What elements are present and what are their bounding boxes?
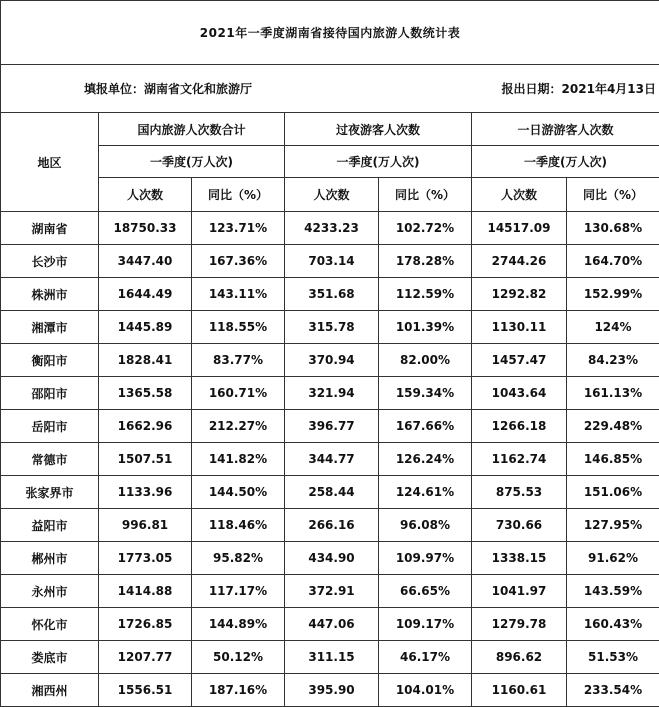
table-row	[1, 509, 659, 542]
table-row	[1, 344, 659, 377]
yoy-percent-cell: 152.99%	[567, 278, 659, 311]
visitor-count-cell: 1292.82	[472, 278, 567, 311]
yoy-percent-cell: 160.71%	[192, 377, 285, 410]
yoy-percent-cell: 178.28%	[379, 245, 472, 278]
region-cell: 怀化市	[1, 608, 99, 641]
yoy-percent-cell: 167.36%	[192, 245, 285, 278]
page-title: 2021年一季度湖南省接待国内旅游人数统计表	[1, 1, 659, 65]
yoy-percent-cell: 112.59%	[379, 278, 472, 311]
visitor-count-cell: 1414.88	[99, 575, 192, 608]
table-row	[1, 410, 659, 443]
visitor-count-cell: 1160.61	[472, 674, 567, 707]
group-header-daytrip: 一日游游客人次数	[472, 113, 659, 146]
visitor-count-cell: 18750.33	[99, 212, 192, 245]
visitor-count-cell: 703.14	[285, 245, 379, 278]
report-date-value: 2021年4月13日	[561, 82, 656, 96]
visitor-count-cell: 3447.40	[99, 245, 192, 278]
visitor-count-cell: 315.78	[285, 311, 379, 344]
reporting-unit	[1, 65, 379, 113]
region-cell: 益阳市	[1, 509, 99, 542]
yoy-percent-cell: 118.55%	[192, 311, 285, 344]
visitor-count-cell: 996.81	[99, 509, 192, 542]
visitor-count-cell: 1507.51	[99, 443, 192, 476]
yoy-percent-cell: 118.46%	[192, 509, 285, 542]
visitor-count-cell: 1043.64	[472, 377, 567, 410]
visitor-count-cell: 1365.58	[99, 377, 192, 410]
col-header-count: 人次数	[285, 178, 379, 212]
visitor-count-cell: 321.94	[285, 377, 379, 410]
table-row	[1, 245, 659, 278]
yoy-percent-cell: 126.24%	[379, 443, 472, 476]
period-header-total: 一季度(万人次)	[99, 146, 285, 178]
yoy-percent-cell: 95.82%	[192, 542, 285, 575]
yoy-percent-cell: 46.17%	[379, 641, 472, 674]
visitor-count-cell: 1828.41	[99, 344, 192, 377]
yoy-percent-cell: 109.17%	[379, 608, 472, 641]
yoy-percent-cell: 51.53%	[567, 641, 659, 674]
report-date-label: 报出日期：	[501, 82, 562, 96]
period-header-overnight: 一季度(万人次)	[285, 146, 472, 178]
yoy-percent-cell: 143.59%	[567, 575, 659, 608]
yoy-percent-cell: 229.48%	[567, 410, 659, 443]
yoy-percent-cell: 124%	[567, 311, 659, 344]
yoy-percent-cell: 84.23%	[567, 344, 659, 377]
visitor-count-cell: 1338.15	[472, 542, 567, 575]
yoy-percent-cell: 109.97%	[379, 542, 472, 575]
yoy-percent-cell: 123.71%	[192, 212, 285, 245]
table-row	[1, 476, 659, 509]
yoy-percent-cell: 141.82%	[192, 443, 285, 476]
yoy-percent-cell: 82.00%	[379, 344, 472, 377]
region-cell: 岳阳市	[1, 410, 99, 443]
table-row	[1, 674, 659, 707]
visitor-count-cell: 896.62	[472, 641, 567, 674]
visitor-count-cell: 1130.11	[472, 311, 567, 344]
col-header-yoy: 同比（%）	[192, 178, 285, 212]
region-cell: 张家界市	[1, 476, 99, 509]
visitor-count-cell: 434.90	[285, 542, 379, 575]
table-row	[1, 608, 659, 641]
visitor-count-cell: 875.53	[472, 476, 567, 509]
yoy-percent-cell: 117.17%	[192, 575, 285, 608]
visitor-count-cell: 14517.09	[472, 212, 567, 245]
yoy-percent-cell: 164.70%	[567, 245, 659, 278]
yoy-percent-cell: 146.85%	[567, 443, 659, 476]
yoy-percent-cell: 160.43%	[567, 608, 659, 641]
visitor-count-cell: 266.16	[285, 509, 379, 542]
region-header: 地区	[1, 113, 99, 212]
table-row	[1, 641, 659, 674]
visitor-count-cell: 1279.78	[472, 608, 567, 641]
visitor-count-cell: 1662.96	[99, 410, 192, 443]
yoy-percent-cell: 130.68%	[567, 212, 659, 245]
visitor-count-cell: 258.44	[285, 476, 379, 509]
visitor-count-cell: 1133.96	[99, 476, 192, 509]
yoy-percent-cell: 144.89%	[192, 608, 285, 641]
yoy-percent-cell: 50.12%	[192, 641, 285, 674]
col-header-count: 人次数	[99, 178, 192, 212]
visitor-count-cell: 1207.77	[99, 641, 192, 674]
yoy-percent-cell: 144.50%	[192, 476, 285, 509]
table-row	[1, 542, 659, 575]
table-row	[1, 278, 659, 311]
visitor-count-cell: 372.91	[285, 575, 379, 608]
yoy-percent-cell: 101.39%	[379, 311, 472, 344]
visitor-count-cell: 1445.89	[99, 311, 192, 344]
table-row	[1, 212, 659, 245]
yoy-percent-cell: 161.13%	[567, 377, 659, 410]
reporting-unit-value: 湖南省文化和旅游厅	[144, 82, 253, 96]
yoy-percent-cell: 124.61%	[379, 476, 472, 509]
visitor-count-cell: 370.94	[285, 344, 379, 377]
group-header-overnight: 过夜游客人次数	[285, 113, 472, 146]
table-row	[1, 377, 659, 410]
visitor-count-cell: 1726.85	[99, 608, 192, 641]
yoy-percent-cell: 159.34%	[379, 377, 472, 410]
col-header-yoy: 同比（%）	[567, 178, 659, 212]
yoy-percent-cell: 83.77%	[192, 344, 285, 377]
table-row	[1, 311, 659, 344]
visitor-count-cell: 730.66	[472, 509, 567, 542]
region-cell: 邵阳市	[1, 377, 99, 410]
visitor-count-cell: 1644.49	[99, 278, 192, 311]
visitor-count-cell: 351.68	[285, 278, 379, 311]
table-row	[1, 443, 659, 476]
yoy-percent-cell: 96.08%	[379, 509, 472, 542]
region-cell: 娄底市	[1, 641, 99, 674]
yoy-percent-cell: 127.95%	[567, 509, 659, 542]
yoy-percent-cell: 91.62%	[567, 542, 659, 575]
visitor-count-cell: 344.77	[285, 443, 379, 476]
region-cell: 湘西州	[1, 674, 99, 707]
yoy-percent-cell: 212.27%	[192, 410, 285, 443]
table-row	[1, 575, 659, 608]
yoy-percent-cell: 187.16%	[192, 674, 285, 707]
region-cell: 长沙市	[1, 245, 99, 278]
region-cell: 郴州市	[1, 542, 99, 575]
col-header-count: 人次数	[472, 178, 567, 212]
yoy-percent-cell: 143.11%	[192, 278, 285, 311]
col-header-yoy: 同比（%）	[379, 178, 472, 212]
yoy-percent-cell: 233.54%	[567, 674, 659, 707]
yoy-percent-cell: 151.06%	[567, 476, 659, 509]
visitor-count-cell: 311.15	[285, 641, 379, 674]
period-header-daytrip: 一季度(万人次)	[472, 146, 659, 178]
yoy-percent-cell: 167.66%	[379, 410, 472, 443]
visitor-count-cell: 395.90	[285, 674, 379, 707]
yoy-percent-cell: 66.65%	[379, 575, 472, 608]
visitor-count-cell: 1041.97	[472, 575, 567, 608]
visitor-count-cell: 1162.74	[472, 443, 567, 476]
visitor-count-cell: 1556.51	[99, 674, 192, 707]
region-cell: 株洲市	[1, 278, 99, 311]
region-cell: 常德市	[1, 443, 99, 476]
visitor-count-cell: 1457.47	[472, 344, 567, 377]
region-cell: 湖南省	[1, 212, 99, 245]
yoy-percent-cell: 102.72%	[379, 212, 472, 245]
visitor-count-cell: 4233.23	[285, 212, 379, 245]
visitor-count-cell: 1266.18	[472, 410, 567, 443]
region-cell: 湘潭市	[1, 311, 99, 344]
region-cell: 衡阳市	[1, 344, 99, 377]
visitor-count-cell: 447.06	[285, 608, 379, 641]
region-cell: 永州市	[1, 575, 99, 608]
reporting-unit-label: 填报单位：	[84, 82, 145, 96]
report-date	[379, 65, 659, 113]
visitor-count-cell: 396.77	[285, 410, 379, 443]
visitor-count-cell: 1773.05	[99, 542, 192, 575]
group-header-total: 国内旅游人次数合计	[99, 113, 285, 146]
visitor-count-cell: 2744.26	[472, 245, 567, 278]
yoy-percent-cell: 104.01%	[379, 674, 472, 707]
